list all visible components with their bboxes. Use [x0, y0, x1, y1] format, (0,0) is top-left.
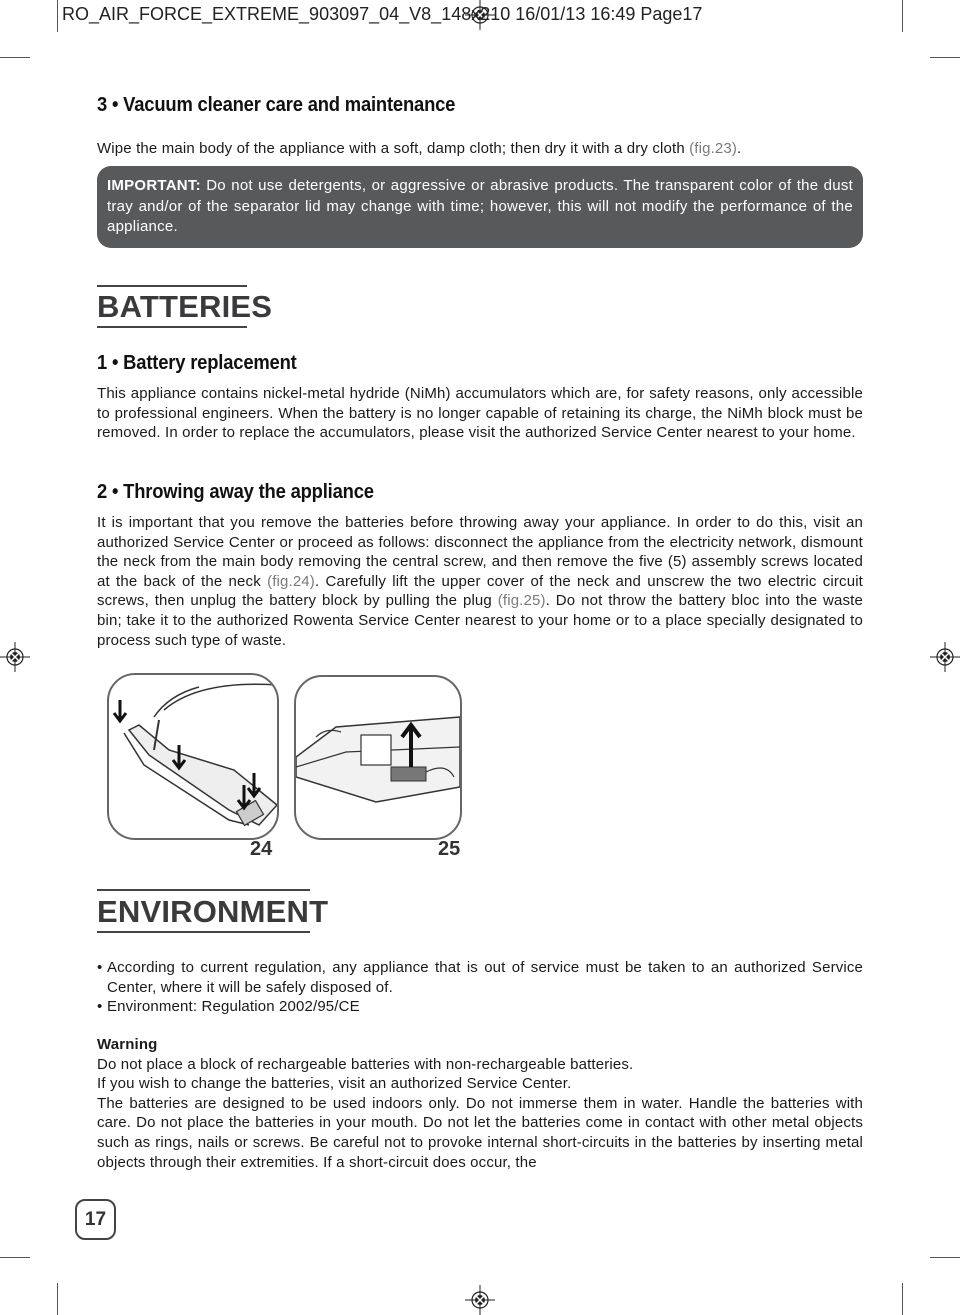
warning-line: The batteries are designed to be used indoors only. Do not immerse them in water. Handle the batteries with care. Do not place the batteries in your mouth. Do not let the batteries come in contact with other metal objects such as rings, nails or screws. Be careful not to provoke internal short-circuits in the batteries by inserting metal objects through their extremities. If a short-circuit does occur, the	[97, 1094, 863, 1171]
throwing-away-heading: 2 • Throwing away the appliance	[97, 481, 374, 503]
care-text: Wipe the main body of the appliance with a soft, damp cloth; then dry it with a dry cloth	[97, 140, 690, 157]
environment-bullets	[97, 958, 863, 1017]
battery-plug-illustration	[296, 677, 460, 838]
section-rule	[97, 889, 310, 891]
batteries-title: BATTERIES	[97, 289, 273, 324]
crop-mark	[57, 0, 58, 32]
figure-reference: (fig.24)	[267, 572, 315, 590]
warning-title: Warning	[97, 1036, 158, 1053]
throwing-text: . Carefully lift the upper cover of the neck and unscrew the two electric circuit screws, then unplug the battery block by pulling the plug	[97, 572, 863, 610]
section-rule	[97, 931, 310, 933]
registration-mark-icon	[930, 642, 960, 672]
registration-mark-icon	[0, 642, 30, 672]
crop-mark	[0, 1257, 30, 1258]
warning-line: Do not place a block of rechargeable batteries with non-rechargeable batteries.	[97, 1055, 634, 1073]
care-heading: 3 • Vacuum cleaner care and maintenance	[97, 94, 456, 116]
environment-title: ENVIRONMENT	[97, 894, 329, 929]
crop-mark	[930, 1257, 960, 1258]
figure-reference: (fig.25)	[497, 592, 546, 610]
care-paragraph	[97, 139, 863, 159]
list-item: • Environment: Regulation 2002/95/CE	[97, 997, 863, 1017]
figure-25-illustration	[294, 675, 462, 840]
crop-mark	[930, 57, 960, 58]
battery-replacement-heading: 1 • Battery replacement	[97, 352, 297, 374]
notice-label: IMPORTANT:	[107, 177, 201, 194]
warning-block	[97, 1035, 863, 1172]
section-rule	[97, 326, 247, 328]
neck-screws-illustration	[109, 675, 277, 838]
throwing-away-text	[97, 513, 863, 650]
section-rule	[97, 285, 247, 287]
crop-mark	[57, 1283, 58, 1315]
notice-text: Do not use detergents, or aggressive or abrasive products. The transparent color of the dust tray and/or of the separator lid may change with time; however, this will not modify the performance of the appliance.	[107, 177, 853, 235]
battery-replacement-text: This appliance contains nickel-metal hydride (NiMh) accumulators which are, for safety reasons, only accessible to professional engineers. When the battery is no longer capable of retaining its charge, the NiMh block must be removed. In order to replace the accumulators, please visit the authorized Service Center nearest to your home.	[97, 385, 863, 442]
figure-number: 24	[250, 838, 273, 860]
crop-mark	[902, 1283, 903, 1315]
throwing-text: It is important that you remove the batteries before throwing away your appliance. In order to do this, visit an authorized Service Center or proceed as follows: disconnect the appliance from the electricity network, dismount the neck from the main body removing the central screw, and then remove the five (5) assembly screws located at the back of the neck	[97, 514, 863, 590]
registration-mark-icon	[465, 1285, 495, 1315]
crop-mark	[902, 0, 903, 32]
warning-line: If you wish to change the batteries, visit an authorized Service Center.	[97, 1075, 572, 1093]
throwing-text: . Do not throw the battery bloc into the waste bin; take it to the authorized Rowenta Service Center nearest to your home or to a place specially designated to process such type of waste.	[97, 592, 863, 649]
figure-24-illustration	[107, 673, 279, 840]
figure-number: 25	[438, 838, 461, 860]
list-item: • According to current regulation, any appliance that is out of service must be taken to an authorized Service Center, where it will be safely disposed of.	[97, 958, 863, 997]
figure-reference: (fig.23)	[689, 140, 738, 157]
page-number: 17	[75, 1199, 116, 1240]
care-text-end: .	[737, 140, 742, 157]
print-slug: RO_AIR_FORCE_EXTREME_903097_04_V8_148x210 16/01/13 16:49 Page17	[62, 4, 703, 24]
important-notice	[97, 166, 863, 248]
crop-mark	[0, 57, 30, 58]
